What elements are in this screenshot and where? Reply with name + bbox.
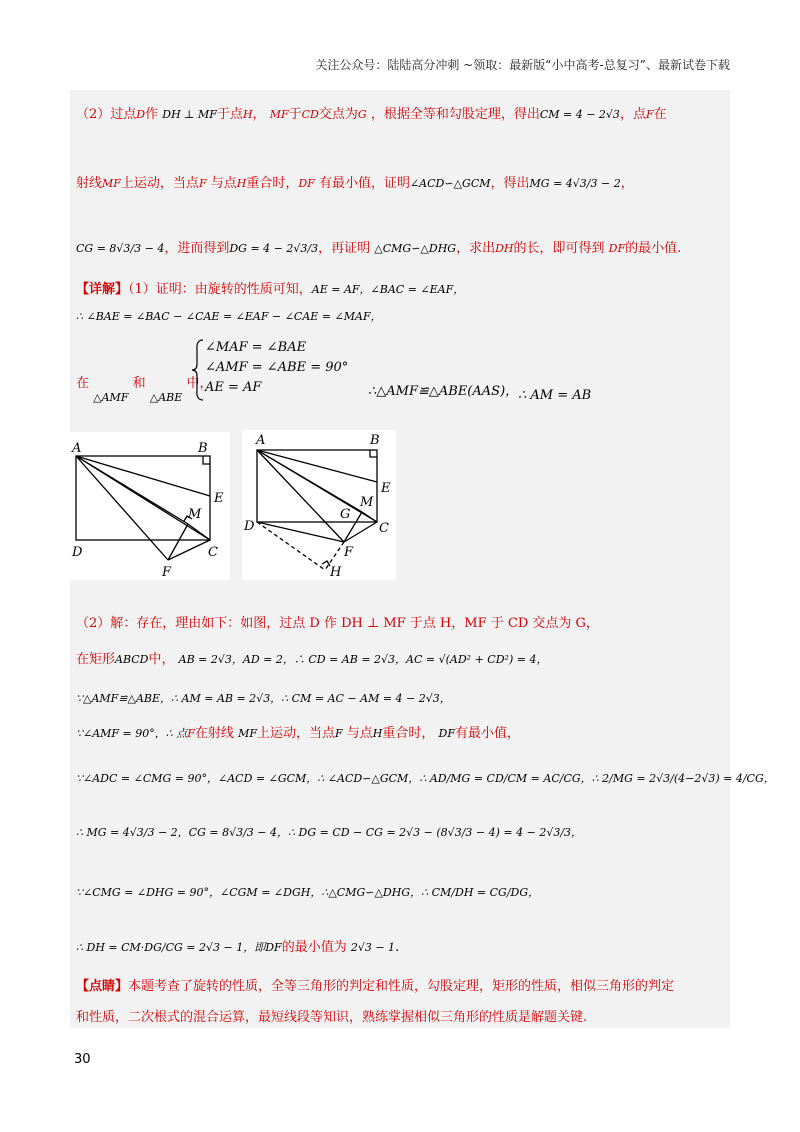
label-g: G — [340, 507, 351, 522]
label-c: C — [379, 521, 389, 536]
solution-line-2: 在矩形ABCD中， AB = 2√3，AD = 2，∴ CD = AB = 2√3，AC = √(AD² + CD²) = 4， — [76, 652, 548, 667]
analysis-line-3: CG = 8√3/3 − 4，进而得到DG = 4 − 2√3/3，再证明 △CMG∽△DHG，求出DH的长，即可得到 DF的最小值. — [76, 241, 682, 256]
label-e: E — [381, 481, 391, 496]
am-equals-ab: ∴ AM = AB — [518, 388, 592, 403]
label-e: E — [214, 491, 224, 506]
label-d: D — [244, 519, 255, 534]
comment-line-2: 和性质，二次根式的混合运算，最短线段等知识，熟练掌握相似三角形的性质是解题关键. — [76, 1010, 588, 1025]
label-d: D — [72, 545, 83, 560]
label-h: H — [330, 565, 342, 580]
equation-system: ∠MAF = ∠BAE ∠AMF = ∠ABE = 90° AE = AF — [205, 338, 348, 398]
label-a: A — [72, 441, 82, 456]
figure-2-diagram — [242, 430, 396, 580]
detail-line-2: ∴ ∠BAE = ∠BAC − ∠CAE = ∠EAF − ∠CAE = ∠MAF， — [76, 310, 382, 323]
label-b: B — [370, 433, 380, 448]
comment-line-1: 【点睛】本题考查了旋转的性质，全等三角形的判定和性质，勾股定理，矩形的性质，相似三角形的判定 — [76, 979, 675, 994]
analysis-line-1: （2）过点D作 DH ⊥ MF于点H， MF于CD交点为G ，根据全等和勾股定理，得出CM = 4 − 2√3，点F在 — [76, 107, 667, 122]
detail-line-1: 【详解】（1）证明：由旋转的性质可知，AE = AF，∠BAC = ∠EAF， — [76, 282, 465, 297]
solution-line-7: ∵∠CMG = ∠DHG = 90°，∠CGM = ∠DGH，∴△CMG∽△DHG，∴ CM/DH = CG/DG， — [76, 886, 540, 899]
label-c: C — [208, 545, 218, 560]
solution-line-4: ∵∠AMF = 90°，∴ 点F在射线 MF上运动，当点F 与点H重合时， DF有最小值， — [76, 726, 520, 741]
solution-line-6: ∴ MG = 4√3/3 − 2，CG = 8√3/3 − 4，∴ DG = CD − CG = 2√3 − (8√3/3 − 4) = 4 − 2√3/3， — [76, 826, 583, 839]
detail-line-3: 在 $_{\triangle AMF}$ 和 $_{\triangle ABE}$ 中， — [76, 376, 213, 404]
label-a: A — [256, 433, 266, 448]
solution-line-5: ∵∠ADC = ∠CMG = 90°，∠ACD = ∠GCM，∴ ∠ACD∽△GCM，∴ AD/MG = CD/CM = AC/CG，∴ 2/MG = 2√3/(4−2√3) = 4/CG， — [76, 772, 775, 785]
solution-line-8: ∴ DH = CM·DG/CG = 2√3 − 1，即DF的最小值为 2√3 − 1. — [76, 940, 400, 955]
analysis-line-2: 射线MF上运动，当点F 与点H重合时，DF 有最小值，证明∠ACD∽△GCM，得出MG = 4√3/3 − 2， — [76, 176, 634, 191]
solution-line-1: （2）解：存在，理由如下：如图，过点 D 作 DH ⊥ MF 于点 H，MF 于 CD 交点为 G， — [76, 616, 599, 631]
figure-2 — [242, 430, 396, 580]
label-f: F — [162, 565, 172, 580]
figure-1-diagram — [70, 432, 230, 580]
page-number: 30 — [74, 1052, 91, 1067]
congruence-result: ∴△AMF≌△ABE(AAS)， — [368, 384, 519, 399]
page-header: 关注公众号：陆陆高分冲刺 ~领取：最新版“小中高考-总复习”、最新试卷下载 — [315, 58, 730, 72]
label-m: M — [360, 495, 374, 510]
label-b: B — [198, 441, 208, 456]
label-f: F — [344, 545, 354, 560]
brace-icon — [191, 338, 205, 402]
label-m: M — [188, 507, 202, 522]
figure-1 — [70, 432, 230, 580]
solution-line-3: ∵△AMF≌△ABE，∴ AM = AB = 2√3，∴ CM = AC − AM = 4 − 2√3， — [76, 692, 451, 705]
